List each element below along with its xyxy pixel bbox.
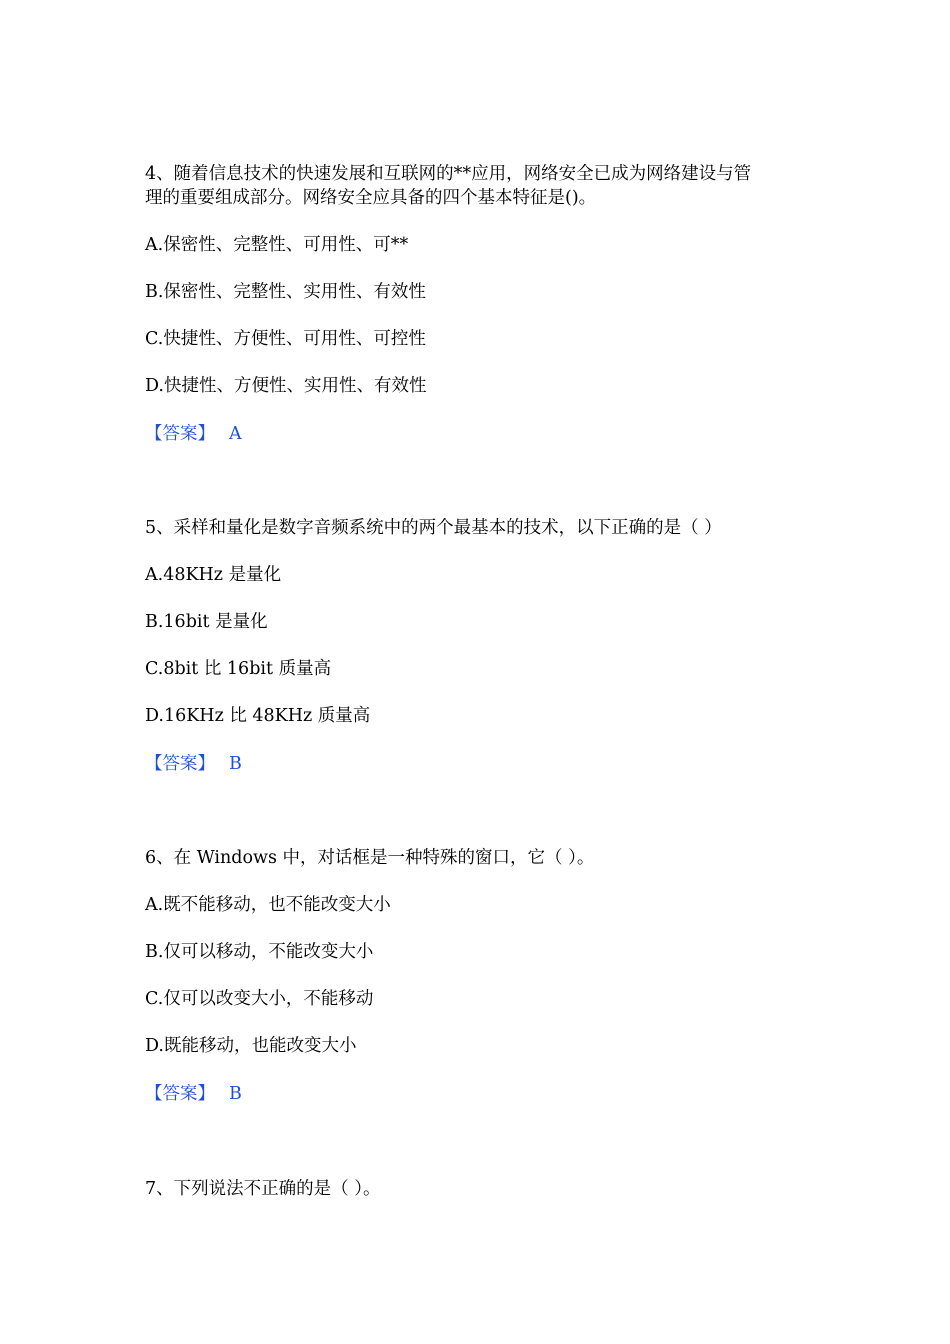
answer-value: A xyxy=(229,424,242,444)
question-5-stem: 5、采样和量化是数字音频系统中的两个最基本的技术，以下正确的是（ ） xyxy=(145,518,722,538)
question-6-option-b: B.仅可以移动，不能改变大小 xyxy=(145,942,374,962)
answer-value: B xyxy=(229,754,242,774)
question-5-option-a: A.48KHz 是量化 xyxy=(145,565,282,585)
answer-label: 【答案】 xyxy=(145,424,215,444)
question-5-option-b: B.16bit 是量化 xyxy=(145,612,268,632)
question-6-answer xyxy=(145,1082,825,1106)
question-6-option-d: D.既能移动，也能改变大小 xyxy=(145,1036,357,1056)
question-6-stem: 6、在 Windows 中，对话框是一种特殊的窗口，它（ ）。 xyxy=(145,848,595,868)
answer-label: 【答案】 xyxy=(145,1084,215,1104)
question-7-stem: 7、下列说法不正确的是（ ）。 xyxy=(145,1179,381,1199)
question-5-answer xyxy=(145,752,825,776)
question-4-answer xyxy=(145,422,825,446)
question-4-option-c: C.快捷性、方便性、可用性、可控性 xyxy=(145,329,426,349)
question-4-stem-line-2: 理的重要组成部分。网络安全应具备的四个基本特征是()。 xyxy=(145,188,597,208)
question-6-option-a: A.既不能移动，也不能改变大小 xyxy=(145,895,391,915)
question-4-option-a: A.保密性、完整性、可用性、可** xyxy=(145,235,409,255)
question-4-stem-line-1: 4、随着信息技术的快速发展和互联网的**应用，网络安全已成为网络建设与管 xyxy=(145,164,752,184)
question-4-option-d: D.快捷性、方便性、实用性、有效性 xyxy=(145,376,427,396)
answer-label: 【答案】 xyxy=(145,754,215,774)
answer-value: B xyxy=(229,1084,242,1104)
question-5-option-c: C.8bit 比 16bit 质量高 xyxy=(145,659,332,679)
question-6-option-c: C.仅可以改变大小，不能移动 xyxy=(145,989,374,1009)
question-5-option-d: D.16KHz 比 48KHz 质量高 xyxy=(145,706,371,726)
question-4-option-b: B.保密性、完整性、实用性、有效性 xyxy=(145,282,426,302)
